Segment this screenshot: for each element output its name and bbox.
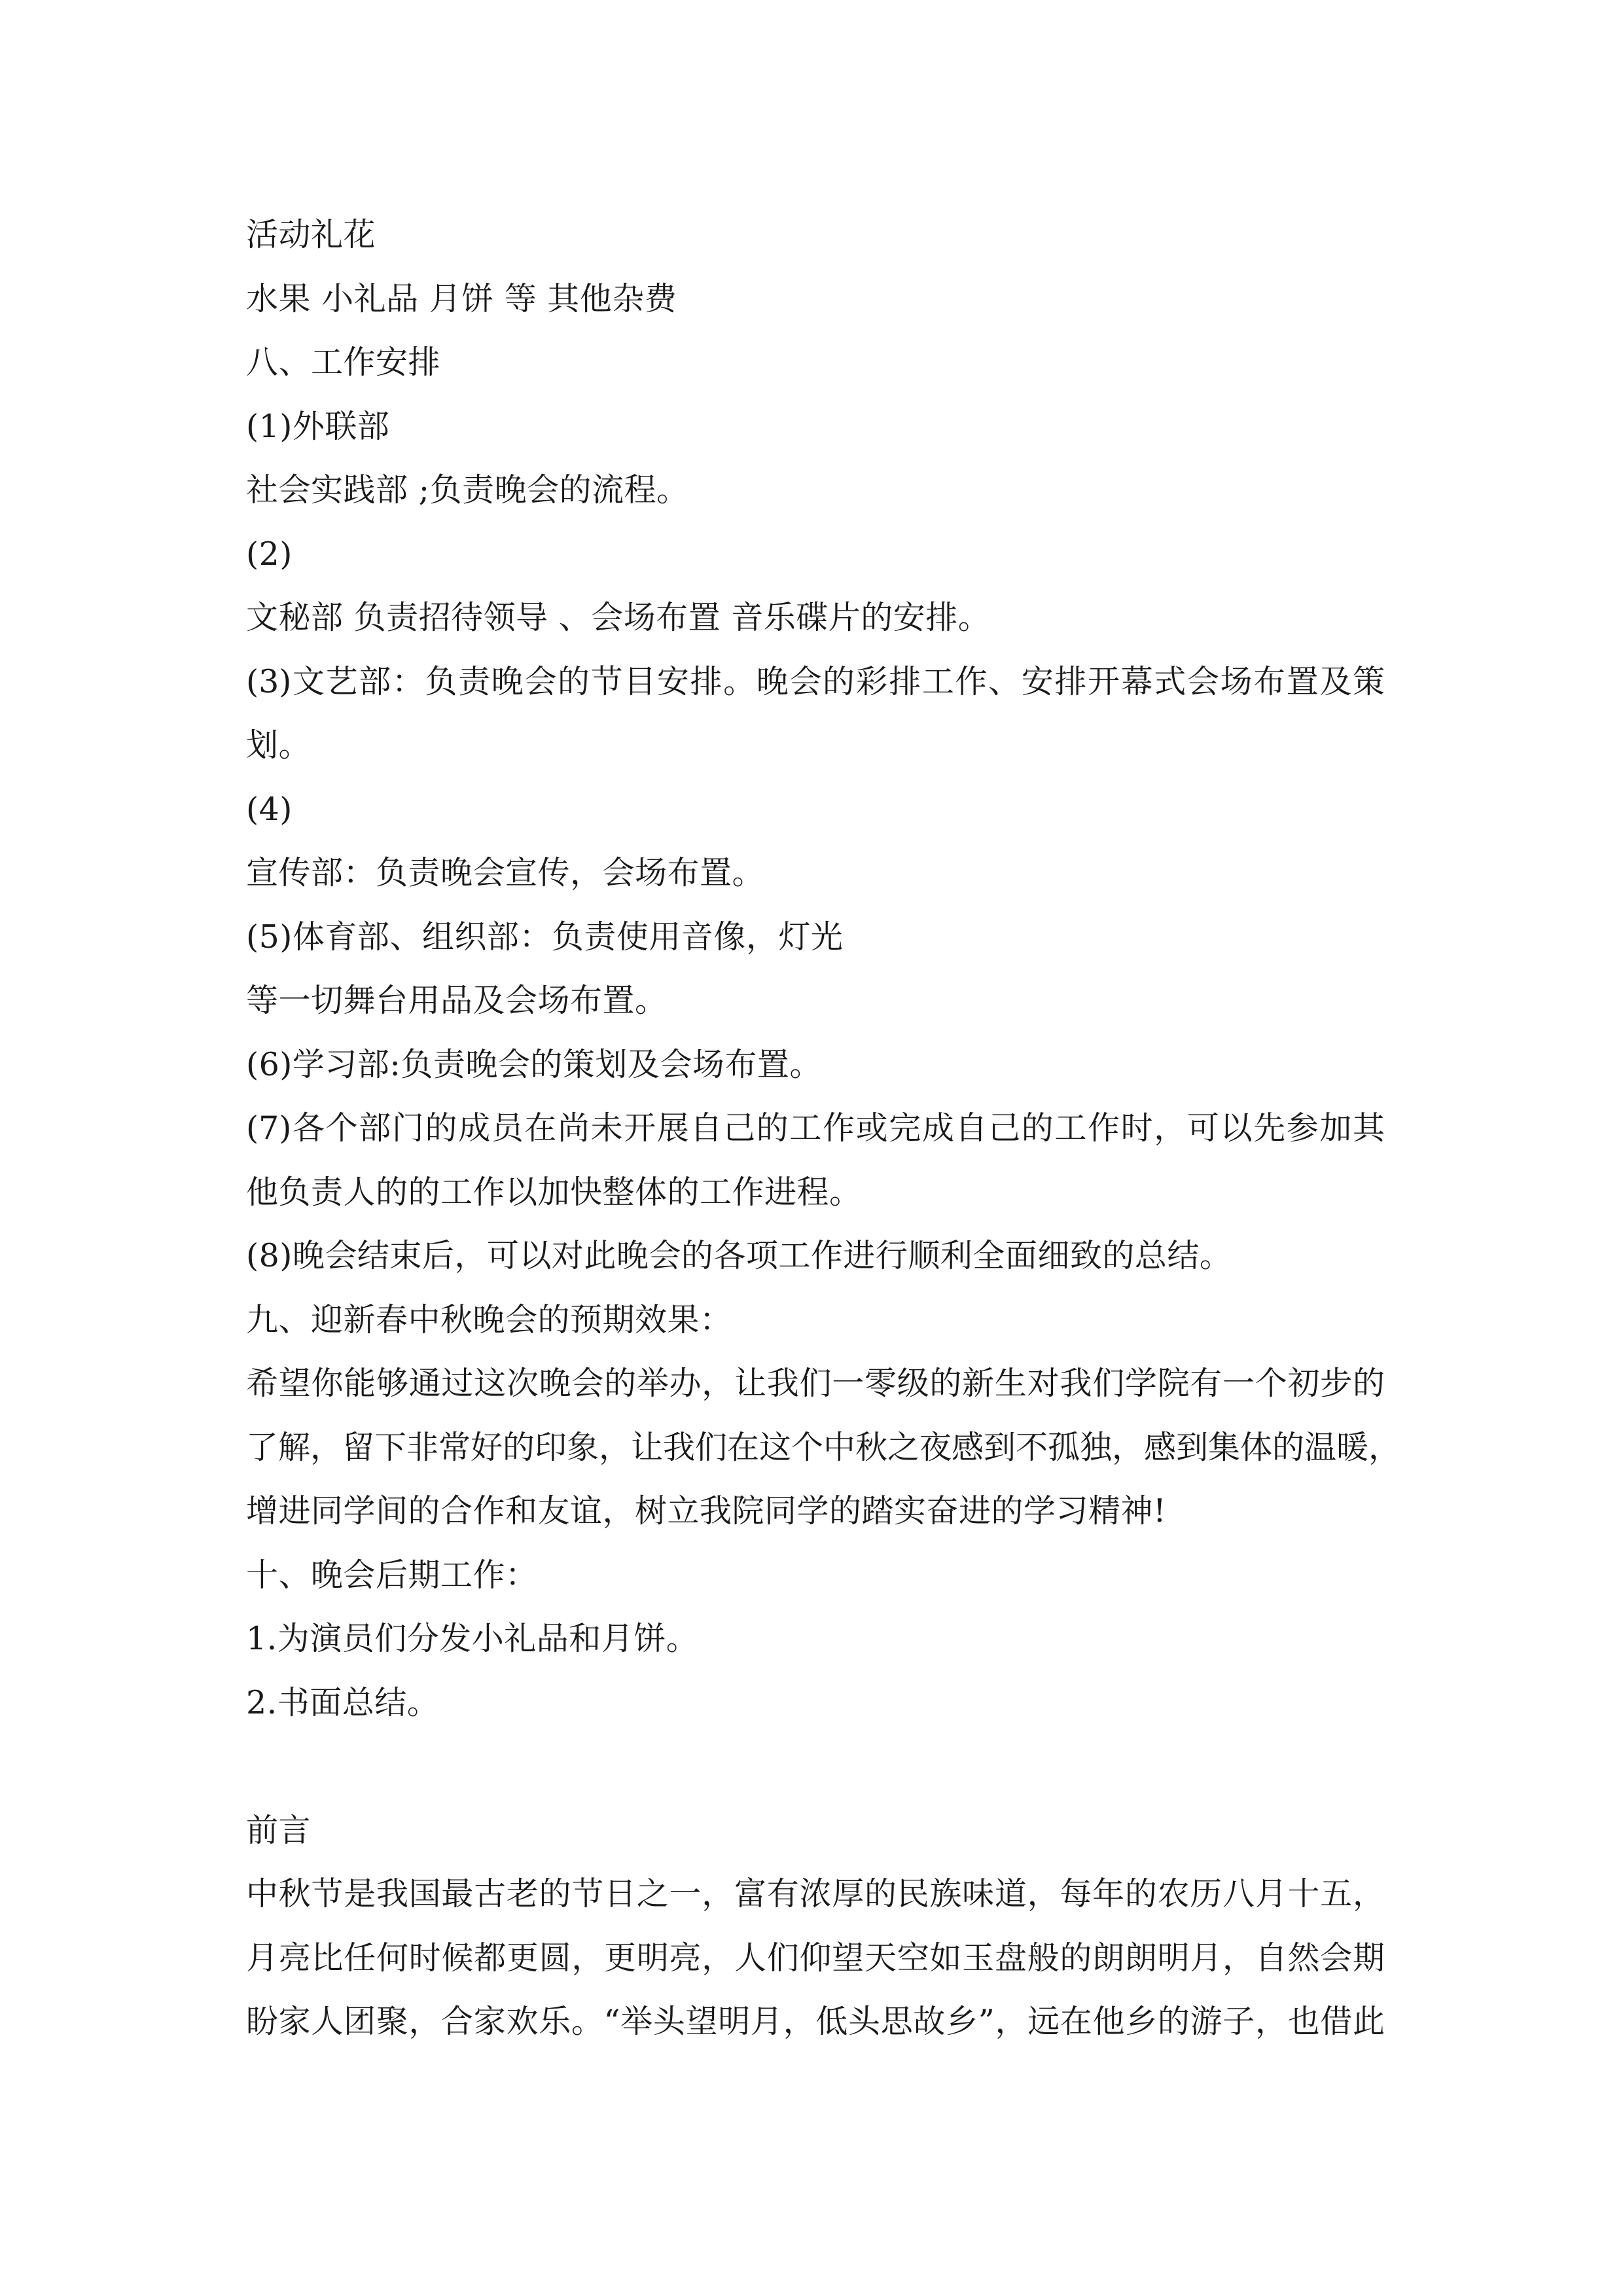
text-line: 2.书面总结。 [246, 1683, 440, 1721]
text-line: 活动礼花 [246, 216, 376, 253]
text-line: (5)体育部、组织部：负责使用音像，灯光 [246, 918, 844, 956]
text-line: (7)各个部门的成员在尚未开展自己的工作或完成自己的工作时，可以先参加其 [246, 1109, 1385, 1147]
text-line: 宣传部：负责晚会宣传，会场布置。 [246, 854, 765, 891]
text-line: (4) [246, 790, 293, 828]
text-line: 增进同学间的合作和友谊，树立我院同学的踏实奋进的学习精神! [246, 1492, 1167, 1530]
text-line: (3)文艺部：负责晚会的节目安排。晚会的彩排工作、安排开幕式会场布置及策 [246, 662, 1385, 700]
text-line: 水果 小礼品 月饼 等 其他杂费 [246, 279, 677, 317]
preface-line: 中秋节是我国最古老的节日之一，富有浓厚的民族味道，每年的农历八月十五， [246, 1875, 1385, 1912]
document-body [246, 203, 1401, 2054]
text-line: (2) [246, 535, 293, 573]
text-line: 等一切舞台用品及会场布置。 [246, 982, 668, 1019]
text-line: 1.为演员们分发小礼品和月饼。 [246, 1620, 699, 1657]
text-line: 文秘部 负责招待领导 、会场布置 音乐碟片的安排。 [246, 599, 991, 636]
text-line: 划。 [246, 726, 312, 764]
section-heading: 九、迎新春中秋晚会的预期效果： [246, 1300, 732, 1338]
preface-line: 月亮比任何时候都更圆，更明亮，人们仰望天空如玉盘般的朗朗明月，自然会期 [246, 1939, 1385, 1977]
section-heading: 十、晚会后期工作： [246, 1556, 538, 1594]
preface-heading: 前言 [246, 1811, 312, 1849]
preface-line: 盼家人团聚，合家欢乐。“举头望明月，低头思故乡”，远在他乡的游子，也借此 [246, 2003, 1385, 2040]
text-line: (8)晚会结束后，可以对此晚会的各项工作进行顺利全面细致的总结。 [246, 1237, 1232, 1274]
text-line: 他负责人的的工作以加快整体的工作进程。 [246, 1173, 862, 1211]
section-heading: 八、工作安排 [246, 344, 441, 381]
text-line: (6)学习部:负责晚会的策划及会场布置。 [246, 1045, 822, 1083]
text-line: 希望你能够通过这次晚会的举办，让我们一零级的新生对我们学院有一个初步的 [246, 1365, 1385, 1402]
text-line: 了解，留下非常好的印象，让我们在这个中秋之夜感到不孤独，感到集体的温暖， [246, 1428, 1401, 1466]
paragraph-gap [246, 1734, 1385, 1799]
text-line: 社会实践部 ;负责晚会的流程。 [246, 471, 689, 509]
text-line: (1)外联部 [246, 407, 390, 445]
